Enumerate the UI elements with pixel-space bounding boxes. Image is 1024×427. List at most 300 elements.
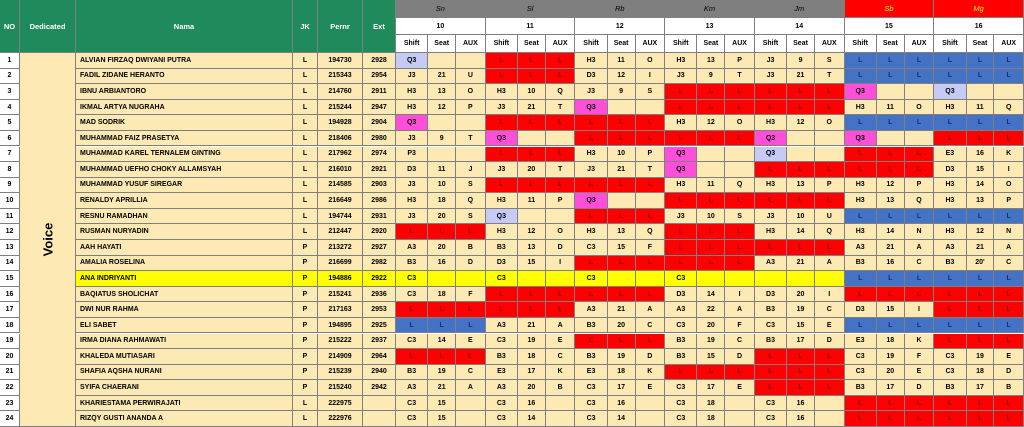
row-pernr-cell: 212447 (318, 224, 363, 240)
row-ext-cell: 2903 (363, 178, 396, 194)
aux-cell: N (905, 224, 935, 240)
shift-cell: B3 (396, 256, 428, 272)
seat-cell (608, 271, 636, 287)
seat-cell: 17 (518, 365, 546, 381)
shift-cell: B3 (845, 256, 877, 272)
shift-cell: D3 (845, 302, 877, 318)
shift-cell: L (845, 411, 877, 427)
shift-cell: H3 (575, 53, 607, 69)
aux-cell: L (994, 334, 1024, 350)
aux-cell: L (725, 224, 755, 240)
row-no-cell: 22 (0, 380, 20, 396)
subcolumn-header: Seat (787, 35, 815, 53)
shift-cell: J3 (396, 178, 428, 194)
aux-cell: T (546, 162, 576, 178)
aux-cell: B (994, 380, 1024, 396)
seat-cell: 16 (608, 396, 636, 412)
aux-cell: K (994, 147, 1024, 163)
seat-cell: L (697, 84, 725, 100)
seat-cell: 13 (967, 193, 995, 209)
seat-cell: 18 (428, 287, 456, 303)
seat-cell: L (877, 396, 905, 412)
aux-cell (815, 396, 845, 412)
row-no-cell: 14 (0, 256, 20, 272)
seat-cell: 10 (428, 178, 456, 194)
seat-cell: 21 (787, 256, 815, 272)
seat-cell: 15 (428, 411, 456, 427)
seat-cell: 13 (877, 193, 905, 209)
aux-cell: L (636, 209, 666, 225)
shift-cell: H3 (934, 178, 966, 194)
shift-cell: L (575, 256, 607, 272)
aux-cell (456, 396, 486, 412)
row-name-cell: DWI NUR RAHMA (76, 302, 293, 318)
shift-cell: Q3 (845, 84, 877, 100)
shift-cell: Q3 (755, 147, 787, 163)
aux-cell: I (546, 256, 576, 272)
row-ext-cell: 2920 (363, 224, 396, 240)
shift-cell: J3 (665, 69, 697, 85)
seat-cell: 21 (608, 162, 636, 178)
seat-cell: L (967, 69, 995, 85)
subcolumn-header: Shift (845, 35, 877, 53)
seat-cell (787, 131, 815, 147)
seat-cell: 20 (697, 318, 725, 334)
shift-cell: B3 (665, 334, 697, 350)
row-ext-cell: 2980 (363, 131, 396, 147)
row-name-cell: ANA INDRIYANTI (76, 271, 293, 287)
seat-cell: L (787, 365, 815, 381)
seat-cell: 16 (428, 256, 456, 272)
shift-cell: L (934, 209, 966, 225)
aux-cell (456, 271, 486, 287)
row-jk-cell: P (293, 380, 318, 396)
row-ext-cell: 2931 (363, 209, 396, 225)
seat-cell: L (608, 209, 636, 225)
row-jk-cell: L (293, 411, 318, 427)
seat-cell: 15 (967, 162, 995, 178)
shift-cell: C3 (396, 334, 428, 350)
shift-cell: H3 (396, 100, 428, 116)
aux-cell (456, 147, 486, 163)
seat-cell: 19 (967, 349, 995, 365)
row-no-cell: 3 (0, 84, 20, 100)
subcolumn-header: AUX (546, 35, 576, 53)
seat-cell: 20 (518, 162, 546, 178)
aux-cell: T (456, 131, 486, 147)
seat-cell: L (967, 287, 995, 303)
subcolumn-header: Shift (575, 35, 607, 53)
row-jk-cell: P (293, 302, 318, 318)
shift-cell: C3 (845, 365, 877, 381)
seat-cell: 16 (787, 396, 815, 412)
row-jk-cell: L (293, 100, 318, 116)
aux-cell: L (725, 240, 755, 256)
seat-cell (608, 193, 636, 209)
shift-cell: H3 (486, 84, 518, 100)
aux-cell: L (994, 209, 1024, 225)
aux-cell: L (546, 302, 576, 318)
seat-cell: 20' (967, 256, 995, 272)
shift-cell: L (934, 334, 966, 350)
seat-cell: 13 (787, 178, 815, 194)
aux-cell: Q (725, 178, 755, 194)
row-jk-cell: L (293, 84, 318, 100)
day-date-header: 13 (665, 18, 755, 35)
seat-cell: 21 (608, 302, 636, 318)
aux-cell: O (456, 84, 486, 100)
aux-cell: L (994, 131, 1024, 147)
shift-cell: L (755, 100, 787, 116)
aux-cell: L (725, 131, 755, 147)
seat-cell (967, 84, 995, 100)
seat-cell: 21 (428, 69, 456, 85)
aux-cell (636, 193, 666, 209)
row-pernr-cell: 217962 (318, 147, 363, 163)
row-jk-cell: L (293, 209, 318, 225)
aux-cell: L (815, 240, 845, 256)
seat-cell: L (428, 349, 456, 365)
row-name-cell: MUHAMMAD FAIZ PRASETYA (76, 131, 293, 147)
shift-cell: L (934, 271, 966, 287)
aux-cell (456, 115, 486, 131)
row-no-cell: 6 (0, 131, 20, 147)
shift-cell: C3 (575, 380, 607, 396)
aux-cell: A (815, 256, 845, 272)
shift-cell: E3 (934, 147, 966, 163)
subcolumn-header: AUX (994, 35, 1024, 53)
subcolumn-header: Seat (428, 35, 456, 53)
shift-cell: H3 (934, 193, 966, 209)
aux-cell: C (994, 256, 1024, 272)
row-ext-cell: 2904 (363, 115, 396, 131)
shift-cell: H3 (575, 147, 607, 163)
shift-cell: E3 (575, 365, 607, 381)
seat-cell: 12 (428, 100, 456, 116)
row-name-cell: RIZQY GUSTI ANANDA A (76, 411, 293, 427)
aux-cell: S (815, 53, 845, 69)
shift-cell: C3 (665, 411, 697, 427)
aux-cell: P (725, 53, 755, 69)
row-name-cell: RESNU RAMADHAN (76, 209, 293, 225)
seat-cell: 11 (608, 53, 636, 69)
shift-cell: J3 (486, 100, 518, 116)
day-date-header: 11 (486, 18, 576, 35)
shift-cell (755, 271, 787, 287)
shift-cell: H3 (665, 53, 697, 69)
aux-cell: B (456, 240, 486, 256)
shift-cell: Q3 (665, 162, 697, 178)
row-ext-cell (363, 396, 396, 412)
aux-cell: L (994, 271, 1024, 287)
shift-cell: L (396, 349, 428, 365)
aux-cell: C (636, 318, 666, 334)
aux-cell: C (456, 365, 486, 381)
seat-cell: 11 (967, 100, 995, 116)
seat-cell: 9 (608, 84, 636, 100)
shift-cell: C3 (486, 271, 518, 287)
aux-cell: B (546, 380, 576, 396)
seat-cell: L (608, 115, 636, 131)
seat-cell: 18 (697, 396, 725, 412)
aux-cell: D (636, 349, 666, 365)
shift-cell: H3 (934, 224, 966, 240)
shift-cell: J3 (755, 209, 787, 225)
shift-cell: C3 (486, 334, 518, 350)
aux-cell: I (636, 69, 666, 85)
row-pernr-cell: 222975 (318, 396, 363, 412)
seat-cell: 19 (608, 349, 636, 365)
aux-cell: K (905, 334, 935, 350)
row-no-cell: 23 (0, 396, 20, 412)
seat-cell: 13 (608, 224, 636, 240)
seat-cell: L (608, 256, 636, 272)
seat-cell: L (518, 302, 546, 318)
aux-cell: O (994, 178, 1024, 194)
aux-cell (905, 131, 935, 147)
aux-cell: Q (546, 84, 576, 100)
aux-cell: L (994, 69, 1024, 85)
row-name-cell: ALVIAN FIRZAQ DWIYANI PUTRA (76, 53, 293, 69)
shift-cell: Q3 (845, 131, 877, 147)
seat-cell: L (787, 380, 815, 396)
row-pernr-cell: 215241 (318, 287, 363, 303)
seat-cell: L (877, 115, 905, 131)
aux-cell: D (456, 256, 486, 272)
shift-cell: Q3 (486, 131, 518, 147)
shift-cell: L (575, 287, 607, 303)
seat-cell: 16 (967, 147, 995, 163)
shift-cell: B3 (575, 349, 607, 365)
dedicated-voice-label: Voice (40, 222, 55, 257)
row-name-cell: FADIL ZIDANE HERANTO (76, 69, 293, 85)
row-name-cell: MUHAMMAD KAREL TERNALEM GINTING (76, 147, 293, 163)
shift-cell: C3 (665, 380, 697, 396)
shift-cell: B3 (486, 349, 518, 365)
shift-cell: B3 (396, 365, 428, 381)
shift-cell: D3 (396, 162, 428, 178)
row-pernr-cell: 222976 (318, 411, 363, 427)
shift-cell: C3 (396, 411, 428, 427)
shift-cell: L (486, 115, 518, 131)
aux-cell: C (546, 349, 576, 365)
shift-cell: C3 (934, 349, 966, 365)
row-pernr-cell: 216649 (318, 193, 363, 209)
row-no-cell: 13 (0, 240, 20, 256)
aux-cell (815, 411, 845, 427)
aux-cell: E (456, 334, 486, 350)
row-name-cell: SYIFA CHAERANI (76, 380, 293, 396)
seat-cell: 14 (967, 178, 995, 194)
shift-cell: H3 (665, 178, 697, 194)
row-pernr-cell: 194886 (318, 271, 363, 287)
shift-cell: H3 (845, 178, 877, 194)
seat-cell: L (518, 287, 546, 303)
row-pernr-cell: 214760 (318, 84, 363, 100)
seat-cell: 20 (877, 365, 905, 381)
row-jk-cell: L (293, 53, 318, 69)
aux-cell: L (636, 178, 666, 194)
shift-cell: L (665, 256, 697, 272)
day-name-header: Sn (396, 0, 486, 18)
row-pernr-cell: 194744 (318, 209, 363, 225)
row-pernr-cell: 217163 (318, 302, 363, 318)
aux-cell (546, 131, 576, 147)
header-dedicated: Dedicated (20, 0, 76, 53)
seat-cell: 10 (787, 209, 815, 225)
seat-cell: 12 (608, 69, 636, 85)
seat-cell: 21 (518, 100, 546, 116)
day-name-header: Sb (845, 0, 935, 18)
day-date-header: 16 (934, 18, 1024, 35)
row-ext-cell: 2911 (363, 84, 396, 100)
shift-cell: A3 (486, 380, 518, 396)
shift-cell: C3 (396, 287, 428, 303)
seat-cell (877, 131, 905, 147)
aux-cell: E (994, 349, 1024, 365)
shift-cell: L (845, 69, 877, 85)
seat-cell: 20 (428, 240, 456, 256)
aux-cell: P (905, 178, 935, 194)
row-name-cell: KHARIESTAMA PERWIRAJATI (76, 396, 293, 412)
shift-cell: B3 (934, 380, 966, 396)
aux-cell: F (636, 240, 666, 256)
row-jk-cell: L (293, 162, 318, 178)
shift-cell: H3 (486, 193, 518, 209)
row-no-cell: 7 (0, 147, 20, 163)
seat-cell: 17 (608, 380, 636, 396)
seat-cell: 17 (787, 334, 815, 350)
row-ext-cell: 2922 (363, 271, 396, 287)
aux-cell: A (725, 302, 755, 318)
seat-cell: L (697, 224, 725, 240)
shift-cell: L (486, 302, 518, 318)
row-name-cell: IRMA DIANA RAHMAWATI (76, 334, 293, 350)
shift-cell: L (845, 147, 877, 163)
shift-cell: H3 (845, 193, 877, 209)
seat-cell: 9 (787, 53, 815, 69)
seat-cell: 14 (877, 224, 905, 240)
aux-cell: L (905, 147, 935, 163)
seat-cell: L (428, 318, 456, 334)
aux-cell: P (994, 193, 1024, 209)
shift-cell: L (486, 53, 518, 69)
seat-cell (787, 271, 815, 287)
row-name-cell: AAH HAYATI (76, 240, 293, 256)
seat-cell: L (967, 115, 995, 131)
aux-cell (725, 147, 755, 163)
shift-cell: L (665, 224, 697, 240)
shift-cell: Q3 (575, 100, 607, 116)
seat-cell (428, 53, 456, 69)
shift-cell: Q3 (755, 131, 787, 147)
row-jk-cell: L (293, 193, 318, 209)
aux-cell: S (456, 178, 486, 194)
aux-cell: E (905, 365, 935, 381)
row-no-cell: 4 (0, 100, 20, 116)
day-date-header: 12 (575, 18, 665, 35)
aux-cell: I (815, 287, 845, 303)
row-pernr-cell: 194928 (318, 115, 363, 131)
subcolumn-header: Seat (518, 35, 546, 53)
shift-cell: L (934, 115, 966, 131)
seat-cell: 13 (697, 53, 725, 69)
aux-cell: K (546, 365, 576, 381)
aux-cell (725, 411, 755, 427)
aux-cell: L (456, 349, 486, 365)
seat-cell: L (877, 271, 905, 287)
seat-cell: 12 (877, 178, 905, 194)
seat-cell: 14 (608, 411, 636, 427)
header-jk: JK (293, 0, 318, 53)
seat-cell: 20 (518, 380, 546, 396)
aux-cell: L (905, 411, 935, 427)
seat-cell: 21 (877, 240, 905, 256)
shift-cell: L (934, 318, 966, 334)
shift-cell: B3 (845, 380, 877, 396)
shift-cell: H3 (934, 100, 966, 116)
seat-cell: L (608, 334, 636, 350)
aux-cell: L (905, 396, 935, 412)
seat-cell: 12 (697, 115, 725, 131)
shift-cell: H3 (845, 224, 877, 240)
aux-cell: L (725, 84, 755, 100)
seat-cell: L (518, 147, 546, 163)
aux-cell: L (456, 302, 486, 318)
seat-cell: 12 (967, 224, 995, 240)
aux-cell: L (905, 318, 935, 334)
row-name-cell: MUHAMMAD UEFHO CHOKY ALLAMSYAH (76, 162, 293, 178)
subcolumn-header: AUX (456, 35, 486, 53)
row-jk-cell: P (293, 271, 318, 287)
row-jk-cell: L (293, 115, 318, 131)
shift-cell: L (755, 380, 787, 396)
aux-cell: L (815, 193, 845, 209)
shift-cell: A3 (396, 240, 428, 256)
aux-cell: P (636, 147, 666, 163)
shift-cell: L (755, 162, 787, 178)
seat-cell (428, 115, 456, 131)
shift-cell: H3 (755, 115, 787, 131)
aux-cell: D (994, 365, 1024, 381)
seat-cell: 15 (608, 240, 636, 256)
aux-cell (456, 53, 486, 69)
shift-cell: C3 (575, 240, 607, 256)
row-ext-cell: 2964 (363, 349, 396, 365)
shift-cell: L (934, 411, 966, 427)
seat-cell: 22 (697, 302, 725, 318)
row-name-cell: BAQIATUS SHOLICHAT (76, 287, 293, 303)
row-jk-cell: P (293, 287, 318, 303)
seat-cell: L (967, 53, 995, 69)
shift-cell: J3 (486, 162, 518, 178)
shift-cell: L (845, 162, 877, 178)
header-no: NO (0, 0, 20, 53)
seat-cell: L (967, 131, 995, 147)
row-no-cell: 2 (0, 69, 20, 85)
row-pernr-cell: 215343 (318, 69, 363, 85)
seat-cell: L (697, 131, 725, 147)
seat-cell: 13 (428, 84, 456, 100)
shift-cell: L (396, 302, 428, 318)
row-ext-cell: 2936 (363, 287, 396, 303)
shift-cell: B3 (486, 240, 518, 256)
aux-cell: S (636, 84, 666, 100)
aux-cell: I (905, 302, 935, 318)
aux-cell: P (815, 178, 845, 194)
shift-cell: D3 (665, 287, 697, 303)
aux-cell (905, 84, 935, 100)
